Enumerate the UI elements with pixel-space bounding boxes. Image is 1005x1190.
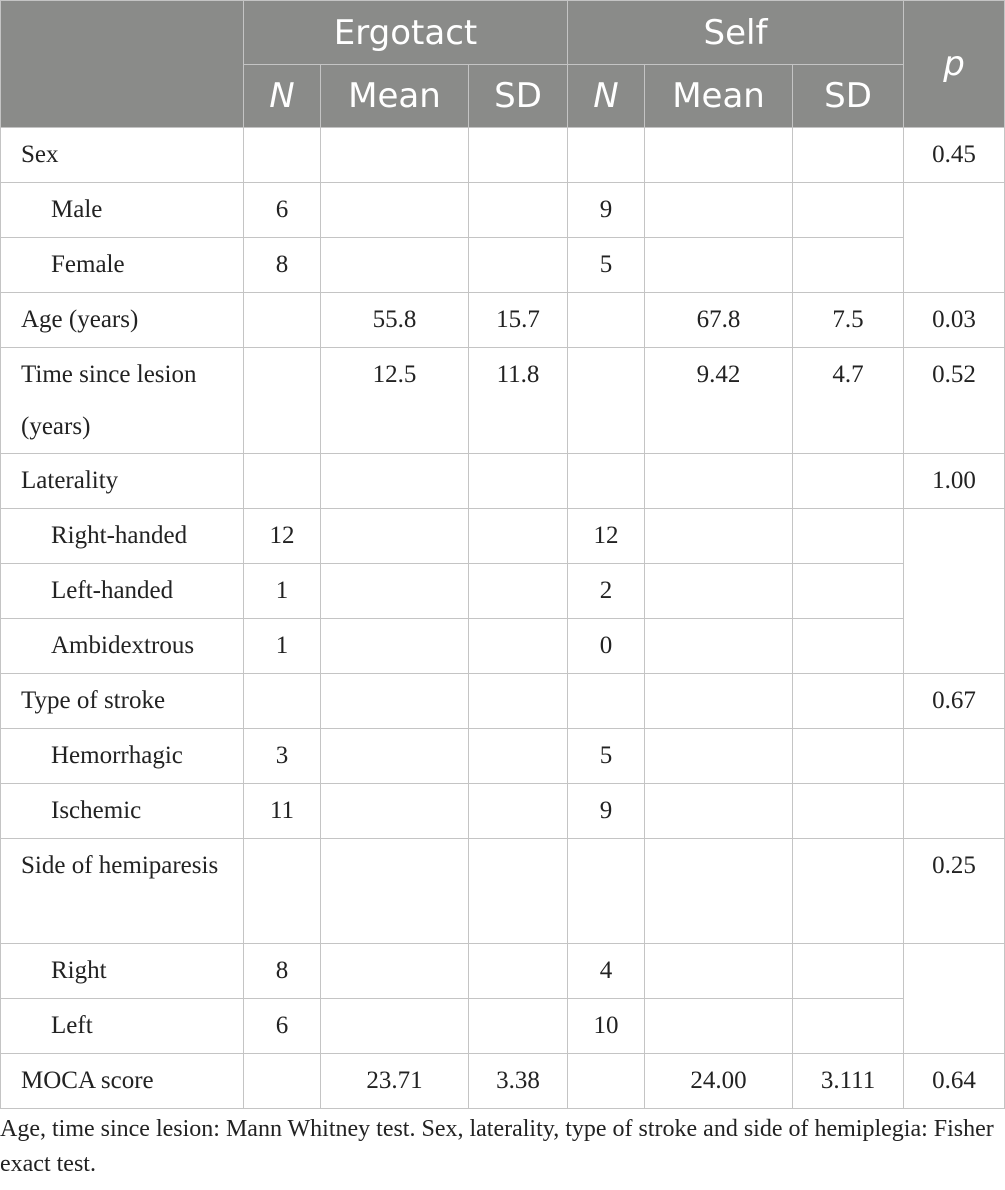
data-cell: [645, 674, 793, 729]
row-label: Male: [1, 183, 244, 238]
row-label: MOCA score: [1, 1054, 244, 1109]
data-cell: [568, 293, 645, 348]
table-row: [1, 348, 1005, 454]
data-cell: [244, 348, 321, 454]
data-cell: [321, 564, 469, 619]
data-cell: [793, 509, 904, 564]
p-value-cell: [904, 183, 1005, 293]
p-value-cell: 0.25: [904, 839, 1005, 944]
data-cell: [568, 348, 645, 454]
data-cell: [645, 784, 793, 839]
data-cell: [645, 454, 793, 509]
data-cell: 3: [244, 729, 321, 784]
table-row: [1, 183, 1005, 238]
row-label: Left: [1, 999, 244, 1054]
header-blank-cell: [1, 1, 244, 128]
table-row: [1, 944, 1005, 999]
data-cell: [568, 674, 645, 729]
table-row: [1, 509, 1005, 564]
data-cell: 11.8: [469, 348, 568, 454]
p-value-cell: 0.64: [904, 1054, 1005, 1109]
p-value-cell: [904, 944, 1005, 1054]
data-cell: [321, 509, 469, 564]
subheader-mean: Mean: [645, 65, 793, 128]
data-cell: [568, 839, 645, 944]
data-cell: [244, 293, 321, 348]
data-cell: 8: [244, 944, 321, 999]
row-label: Age (years): [1, 293, 244, 348]
data-cell: [793, 944, 904, 999]
data-cell: 2: [568, 564, 645, 619]
data-cell: [469, 238, 568, 293]
data-cell: [568, 454, 645, 509]
row-label: Female: [1, 238, 244, 293]
data-cell: 4: [568, 944, 645, 999]
subheader-sd: SD: [793, 65, 904, 128]
data-cell: [244, 128, 321, 183]
data-cell: [469, 729, 568, 784]
data-cell: 3.111: [793, 1054, 904, 1109]
table-row: [1, 999, 1005, 1054]
data-cell: [645, 619, 793, 674]
data-cell: [645, 564, 793, 619]
table-row: [1, 238, 1005, 293]
data-cell: [321, 839, 469, 944]
data-cell: [321, 454, 469, 509]
data-cell: 0: [568, 619, 645, 674]
data-cell: [645, 183, 793, 238]
data-cell: 9: [568, 784, 645, 839]
data-cell: [645, 729, 793, 784]
table-row: [1, 293, 1005, 348]
data-cell: [469, 454, 568, 509]
data-cell: [793, 128, 904, 183]
data-cell: 5: [568, 238, 645, 293]
p-value-cell: 0.45: [904, 128, 1005, 183]
data-cell: [469, 999, 568, 1054]
p-value-header: p: [904, 1, 1005, 128]
data-cell: 23.71: [321, 1054, 469, 1109]
data-cell: [244, 1054, 321, 1109]
table-row: [1, 784, 1005, 839]
data-cell: [321, 128, 469, 183]
table-header: [1, 1, 1005, 128]
data-cell: [645, 128, 793, 183]
data-cell: [793, 784, 904, 839]
data-cell: [244, 839, 321, 944]
table-footnote: Age, time since lesion: Mann Whitney test. Sex, laterality, type of stroke and side of hemiplegia: Fisher exact test.: [0, 1116, 994, 1177]
data-cell: 10: [568, 999, 645, 1054]
data-cell: [469, 564, 568, 619]
data-cell: [469, 784, 568, 839]
data-cell: [469, 839, 568, 944]
subheader-sd: SD: [469, 65, 568, 128]
group-header-self: Self: [568, 1, 904, 65]
data-cell: 1: [244, 564, 321, 619]
table-row: [1, 839, 1005, 944]
data-cell: 4.7: [793, 348, 904, 454]
data-cell: [645, 999, 793, 1054]
data-cell: [568, 1054, 645, 1109]
data-cell: [469, 509, 568, 564]
row-label: Type of stroke: [1, 674, 244, 729]
data-cell: 8: [244, 238, 321, 293]
data-cell: [793, 619, 904, 674]
table-row: [1, 1054, 1005, 1109]
data-cell: 7.5: [793, 293, 904, 348]
row-label: Ambidextrous: [1, 619, 244, 674]
data-cell: [321, 674, 469, 729]
data-cell: 9: [568, 183, 645, 238]
p-value-cell: 0.67: [904, 674, 1005, 729]
data-cell: [469, 619, 568, 674]
p-value-cell: [904, 784, 1005, 839]
data-cell: [321, 238, 469, 293]
data-cell: [244, 674, 321, 729]
row-label: Laterality: [1, 454, 244, 509]
data-cell: 12.5: [321, 348, 469, 454]
data-cell: [321, 729, 469, 784]
row-label: Side of hemiparesis: [1, 839, 244, 944]
data-cell: [793, 564, 904, 619]
data-cell: [469, 944, 568, 999]
data-cell: 15.7: [469, 293, 568, 348]
data-cell: 24.00: [645, 1054, 793, 1109]
data-cell: 3.38: [469, 1054, 568, 1109]
data-cell: [244, 454, 321, 509]
table-row: [1, 619, 1005, 674]
data-cell: [321, 183, 469, 238]
data-cell: [469, 183, 568, 238]
table-row: [1, 729, 1005, 784]
data-cell: 12: [244, 509, 321, 564]
data-cell: 11: [244, 784, 321, 839]
table-row: [1, 128, 1005, 183]
data-cell: [321, 999, 469, 1054]
data-cell: 6: [244, 183, 321, 238]
data-cell: [645, 238, 793, 293]
data-cell: [568, 128, 645, 183]
data-cell: [469, 128, 568, 183]
p-value-cell: [904, 729, 1005, 784]
data-cell: 12: [568, 509, 645, 564]
p-value-cell: 0.52: [904, 348, 1005, 454]
data-cell: [793, 183, 904, 238]
subheader-mean: Mean: [321, 65, 469, 128]
row-label: Right-handed: [1, 509, 244, 564]
data-cell: 5: [568, 729, 645, 784]
data-cell: [469, 674, 568, 729]
data-cell: [793, 674, 904, 729]
p-value-cell: 1.00: [904, 454, 1005, 509]
table-row: [1, 674, 1005, 729]
data-cell: 67.8: [645, 293, 793, 348]
data-cell: [793, 454, 904, 509]
data-cell: [321, 784, 469, 839]
subheader-n: N: [568, 65, 645, 128]
table-body: [1, 128, 1005, 1109]
row-label: Right: [1, 944, 244, 999]
row-label: Sex: [1, 128, 244, 183]
data-cell: [321, 944, 469, 999]
data-cell: [321, 619, 469, 674]
data-cell: 55.8: [321, 293, 469, 348]
data-cell: [645, 839, 793, 944]
data-cell: [645, 944, 793, 999]
row-label: Ischemic: [1, 784, 244, 839]
data-cell: 1: [244, 619, 321, 674]
row-label: Hemorrhagic: [1, 729, 244, 784]
p-value-cell: [904, 509, 1005, 674]
table-row: [1, 454, 1005, 509]
data-cell: [793, 999, 904, 1054]
row-label: Time since lesion (years): [1, 348, 244, 454]
data-cell: [793, 729, 904, 784]
table-row: [1, 564, 1005, 619]
data-cell: [645, 509, 793, 564]
data-cell: [793, 238, 904, 293]
data-cell: 6: [244, 999, 321, 1054]
group-header-ergotact: Ergotact: [244, 1, 568, 65]
subheader-n: N: [244, 65, 321, 128]
row-label: Left-handed: [1, 564, 244, 619]
data-cell: [793, 839, 904, 944]
p-value-cell: 0.03: [904, 293, 1005, 348]
data-cell: 9.42: [645, 348, 793, 454]
